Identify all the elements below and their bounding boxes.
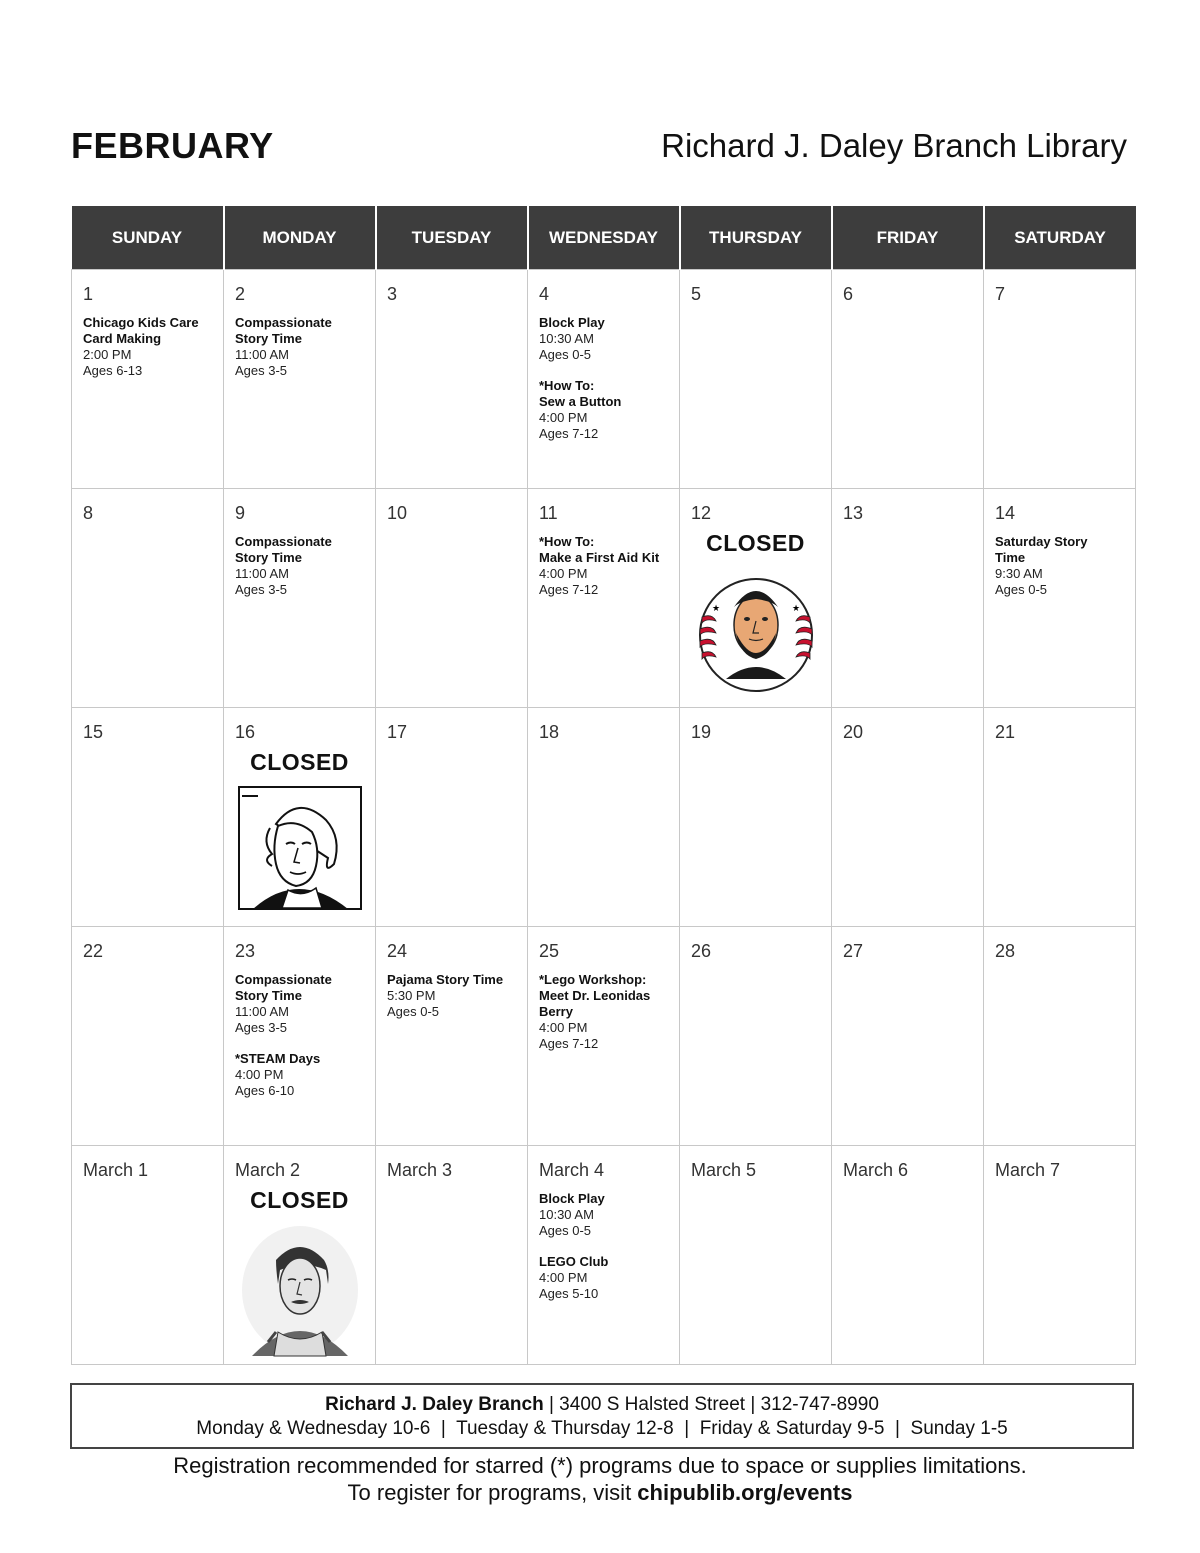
day-cell xyxy=(72,708,224,927)
event-title: Compassionate Story Time xyxy=(235,315,332,346)
lincoln-portrait xyxy=(696,567,816,699)
branch-address-phone: | 3400 S Halsted Street | 312-747-8990 xyxy=(543,1394,879,1415)
day-cell xyxy=(832,1146,984,1365)
event-time: 9:30 AM xyxy=(995,566,1043,581)
event-item xyxy=(539,972,679,1052)
day-cell xyxy=(224,1146,376,1365)
event-title: LEGO Club xyxy=(539,1254,609,1269)
day-cell-content xyxy=(376,489,527,524)
event-list xyxy=(235,534,375,598)
event-item xyxy=(539,534,679,598)
day-cell xyxy=(376,927,528,1146)
day-cell-content xyxy=(984,927,1135,962)
event-ages: Ages 7-12 xyxy=(539,1036,599,1051)
event-ages: Ages 0-5 xyxy=(387,1004,440,1019)
event-title: *Lego Workshop: Meet Dr. Leonidas Berry xyxy=(539,972,651,1019)
day-cell-content xyxy=(984,270,1135,305)
day-number: 7 xyxy=(995,284,1006,304)
event-item xyxy=(387,972,527,1020)
day-cell-content xyxy=(984,1146,1135,1181)
day-cell-content xyxy=(832,270,983,305)
day-cell xyxy=(224,270,376,489)
event-time: 10:30 AM xyxy=(539,1207,594,1222)
day-number: 27 xyxy=(843,941,864,961)
day-cell-content xyxy=(680,1146,831,1181)
event-ages: Ages 6-10 xyxy=(235,1083,295,1098)
event-time: 4:00 PM xyxy=(539,410,588,425)
event-ages: Ages 3-5 xyxy=(235,363,288,378)
week-row xyxy=(72,708,1136,927)
day-number: 13 xyxy=(843,503,864,523)
event-item xyxy=(539,1254,679,1302)
event-time: 4:00 PM xyxy=(539,566,588,581)
day-number: 25 xyxy=(539,941,560,961)
day-cell xyxy=(376,708,528,927)
day-cell-content xyxy=(376,708,527,743)
event-list xyxy=(539,315,679,442)
event-ages: Ages 3-5 xyxy=(235,582,288,597)
event-time: 11:00 AM xyxy=(235,1004,289,1019)
day-cell xyxy=(72,1146,224,1365)
event-ages: Ages 0-5 xyxy=(539,347,592,362)
day-cell-content xyxy=(528,927,679,1052)
day-cell xyxy=(376,489,528,708)
day-cell-content xyxy=(224,489,375,598)
event-list xyxy=(539,972,679,1052)
day-number: 15 xyxy=(83,722,104,742)
day-cell-content xyxy=(72,927,223,962)
event-list xyxy=(539,534,679,598)
day-number: 10 xyxy=(387,503,408,523)
day-number: 28 xyxy=(995,941,1016,961)
weekday-header: SATURDAY xyxy=(984,206,1136,270)
week-row xyxy=(72,489,1136,708)
event-title: *How To: Sew a Button xyxy=(539,378,622,409)
calendar-grid xyxy=(71,206,1136,1365)
week-row xyxy=(72,270,1136,489)
day-cell-content xyxy=(224,1146,375,1358)
event-item xyxy=(539,315,679,363)
event-list xyxy=(83,315,223,379)
day-cell-content xyxy=(528,1146,679,1302)
day-cell-content xyxy=(224,927,375,1099)
event-title: *STEAM Days xyxy=(235,1051,321,1066)
day-cell xyxy=(680,270,832,489)
event-list xyxy=(995,534,1135,598)
day-cell xyxy=(984,1146,1136,1365)
day-number: 2 xyxy=(235,284,246,304)
event-title: Chicago Kids Care Card Making xyxy=(83,315,199,346)
event-item xyxy=(235,972,375,1036)
day-number: 12 xyxy=(691,503,712,523)
event-time: 10:30 AM xyxy=(539,331,594,346)
day-cell-content xyxy=(984,708,1135,743)
day-cell xyxy=(832,489,984,708)
event-item xyxy=(235,1051,375,1099)
day-number: March 1 xyxy=(83,1160,149,1180)
day-number: 18 xyxy=(539,722,560,742)
day-cell-content xyxy=(528,708,679,743)
event-title: Block Play xyxy=(539,1191,605,1206)
day-cell xyxy=(680,708,832,927)
washington-portrait xyxy=(238,786,362,910)
day-cell xyxy=(528,927,680,1146)
day-number: March 6 xyxy=(843,1160,909,1180)
day-cell-content xyxy=(680,270,831,305)
register-line xyxy=(0,1480,1200,1506)
event-time: 4:00 PM xyxy=(539,1270,588,1285)
week-row xyxy=(72,927,1136,1146)
day-cell-content xyxy=(832,489,983,524)
event-ages: Ages 6-13 xyxy=(83,363,143,378)
day-number: March 3 xyxy=(387,1160,453,1180)
week-row xyxy=(72,1146,1136,1365)
event-title: Compassionate Story Time xyxy=(235,972,332,1003)
day-cell xyxy=(680,927,832,1146)
month-title: FEBRUARY xyxy=(71,125,274,166)
day-cell xyxy=(224,489,376,708)
event-title: Block Play xyxy=(539,315,605,330)
day-cell xyxy=(376,1146,528,1365)
event-list xyxy=(235,315,375,379)
event-title: Compassionate Story Time xyxy=(235,534,332,565)
day-number: 11 xyxy=(539,503,558,523)
register-prefix: To register for programs, visit xyxy=(347,1480,638,1505)
day-number: 21 xyxy=(995,722,1016,742)
day-cell-content xyxy=(832,1146,983,1181)
day-cell xyxy=(224,708,376,927)
closed-label: CLOSED xyxy=(706,530,805,556)
day-cell xyxy=(984,489,1136,708)
event-ages: Ages 7-12 xyxy=(539,426,599,441)
event-list xyxy=(539,1191,679,1302)
day-cell xyxy=(984,927,1136,1146)
day-number: 4 xyxy=(539,284,550,304)
day-cell-content xyxy=(376,270,527,305)
day-cell-content xyxy=(832,708,983,743)
event-title: Pajama Story Time xyxy=(387,972,504,987)
weekday-header-row xyxy=(72,206,1136,270)
event-item xyxy=(235,534,375,598)
day-cell-content xyxy=(832,927,983,962)
day-cell xyxy=(528,489,680,708)
event-title: Saturday Story Time xyxy=(995,534,1088,565)
day-cell xyxy=(528,270,680,489)
day-number: 24 xyxy=(387,941,408,961)
library-name: Richard J. Daley Branch Library xyxy=(661,127,1127,164)
event-item xyxy=(83,315,223,379)
event-time: 5:30 PM xyxy=(387,988,436,1003)
day-cell xyxy=(984,270,1136,489)
day-cell xyxy=(984,708,1136,927)
pulaski-portrait xyxy=(238,1224,362,1358)
day-number: 19 xyxy=(691,722,712,742)
day-cell-content xyxy=(224,708,375,910)
day-cell xyxy=(832,270,984,489)
event-time: 4:00 PM xyxy=(539,1020,588,1035)
day-number: 6 xyxy=(843,284,854,304)
weekday-header: WEDNESDAY xyxy=(528,206,680,270)
day-number: 17 xyxy=(387,722,408,742)
register-link[interactable]: chipublib.org/events xyxy=(637,1480,853,1505)
event-item xyxy=(995,534,1135,598)
day-cell-content xyxy=(528,489,679,598)
day-number: 22 xyxy=(83,941,104,961)
day-number: 1 xyxy=(83,284,94,304)
event-time: 11:00 AM xyxy=(235,566,289,581)
event-ages: Ages 0-5 xyxy=(539,1223,592,1238)
branch-address-line xyxy=(72,1394,1132,1416)
weekday-header: SUNDAY xyxy=(72,206,224,270)
day-cell-content xyxy=(72,1146,223,1181)
day-number: 23 xyxy=(235,941,256,961)
day-cell xyxy=(72,489,224,708)
weekday-header: FRIDAY xyxy=(832,206,984,270)
registration-note: Registration recommended for starred (*) programs due to space or supplies limitations. xyxy=(173,1453,1027,1478)
closed-label: CLOSED xyxy=(250,749,349,775)
event-list xyxy=(235,972,375,1099)
day-cell-content xyxy=(680,708,831,743)
weekday-header: THURSDAY xyxy=(680,206,832,270)
day-cell xyxy=(376,270,528,489)
day-cell xyxy=(528,708,680,927)
day-cell-content xyxy=(376,1146,527,1181)
day-number: 16 xyxy=(235,722,256,742)
day-cell-content xyxy=(528,270,679,442)
day-cell xyxy=(680,1146,832,1365)
day-cell-content xyxy=(72,489,223,524)
day-cell-content xyxy=(376,927,527,1020)
day-cell-content xyxy=(680,927,831,962)
event-list xyxy=(387,972,527,1020)
day-cell xyxy=(680,489,832,708)
day-cell-content xyxy=(72,270,223,379)
day-cell xyxy=(72,927,224,1146)
day-cell xyxy=(528,1146,680,1365)
event-ages: Ages 7-12 xyxy=(539,582,599,597)
event-ages: Ages 3-5 xyxy=(235,1020,288,1035)
day-cell-content xyxy=(984,489,1135,598)
day-number: March 2 xyxy=(235,1160,301,1180)
day-number: March 7 xyxy=(995,1160,1061,1180)
closed-label: CLOSED xyxy=(250,1187,349,1213)
day-number: March 5 xyxy=(691,1160,757,1180)
day-cell xyxy=(72,270,224,489)
event-ages: Ages 5-10 xyxy=(539,1286,599,1301)
day-number: 26 xyxy=(691,941,712,961)
branch-name: Richard J. Daley Branch xyxy=(325,1394,544,1415)
day-cell-content xyxy=(680,489,831,699)
event-time: 2:00 PM xyxy=(83,347,132,362)
event-ages: Ages 0-5 xyxy=(995,582,1048,597)
day-number: 5 xyxy=(691,284,702,304)
day-cell-content xyxy=(224,270,375,379)
branch-info-box xyxy=(70,1383,1134,1449)
day-number: 20 xyxy=(843,722,864,742)
day-cell xyxy=(832,708,984,927)
event-item xyxy=(539,1191,679,1239)
day-number: March 4 xyxy=(539,1160,605,1180)
day-number: 3 xyxy=(387,284,398,304)
day-cell xyxy=(224,927,376,1146)
event-time: 11:00 AM xyxy=(235,347,289,362)
day-cell-content xyxy=(72,708,223,743)
day-cell xyxy=(832,927,984,1146)
event-item xyxy=(539,378,679,442)
weekday-header: MONDAY xyxy=(224,206,376,270)
event-item xyxy=(235,315,375,379)
day-number: 14 xyxy=(995,503,1016,523)
event-title: *How To: Make a First Aid Kit xyxy=(539,534,660,565)
day-number: 8 xyxy=(83,503,94,523)
weekday-header: TUESDAY xyxy=(376,206,528,270)
event-time: 4:00 PM xyxy=(235,1067,284,1082)
day-number: 9 xyxy=(235,503,246,523)
branch-hours: Monday & Wednesday 10-6 | Tuesday & Thursday 12-8 | Friday & Saturday 9-5 | Sunday 1-5 xyxy=(196,1418,1008,1439)
